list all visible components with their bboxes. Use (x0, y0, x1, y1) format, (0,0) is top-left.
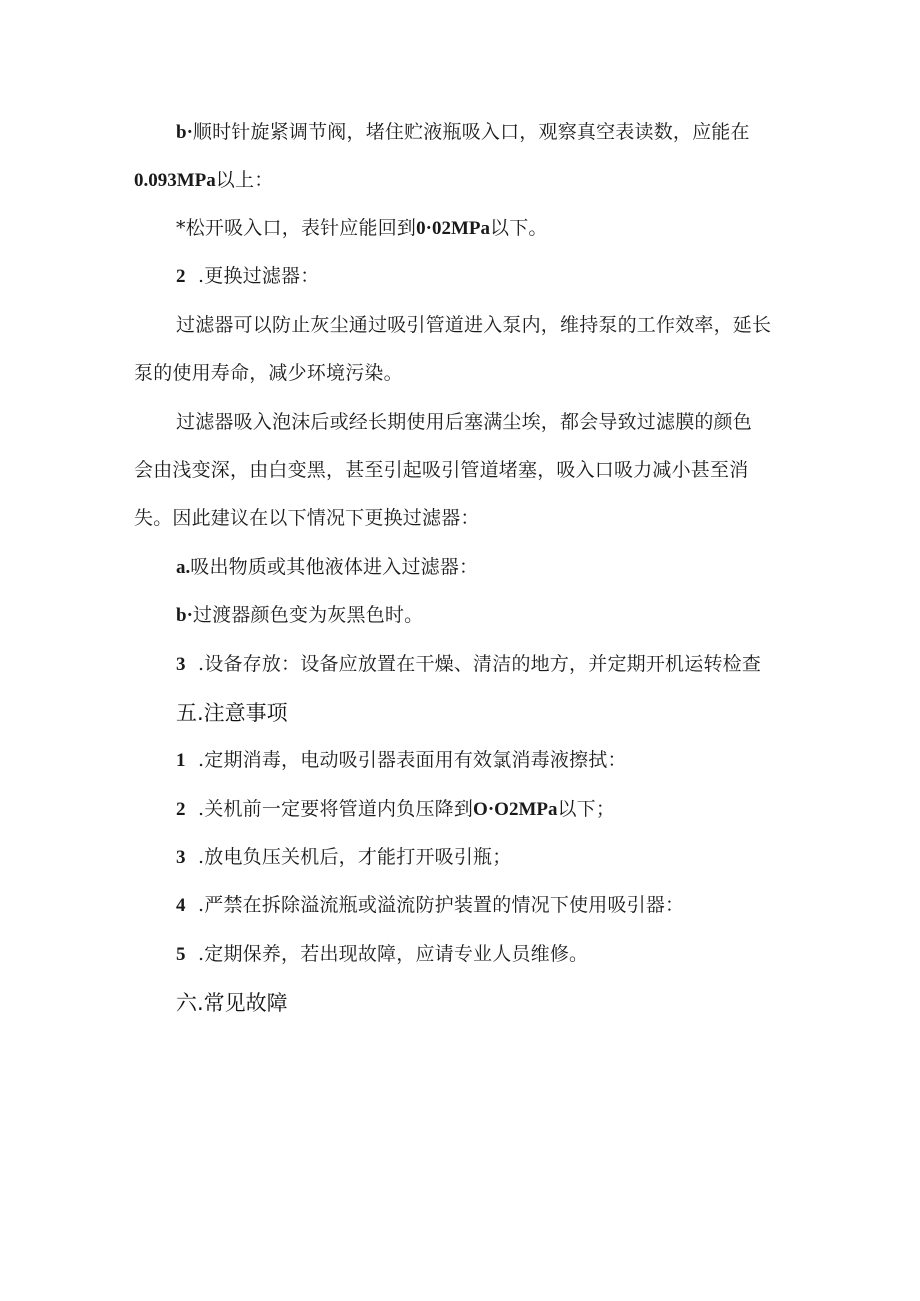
precaution-2-tail: 以下； (557, 798, 616, 820)
item-2-number: 2 (176, 266, 186, 287)
precaution-2-number: 2 (176, 799, 186, 820)
step-b-prefix: b· (176, 122, 193, 143)
precaution-2-value: O·O2MPa (473, 799, 558, 820)
step-c-line (176, 216, 548, 241)
precaution-item (176, 748, 627, 773)
filter-paragraph-2-line1: 过滤器吸入泡沫后或经长期使用后塞满尘埃，都会导致过滤膜的颜色 (176, 411, 753, 433)
item-2-text: .更换过滤器： (198, 265, 320, 287)
filter-condition-a (176, 555, 478, 580)
step-b-tail: 以上： (215, 169, 274, 191)
precaution-2-text: .关机前一定要将管道内负压降到 (198, 798, 474, 820)
precaution-1-number: 1 (176, 750, 186, 771)
precaution-1-text: .定期消毒，电动吸引器表面用有效氯消毒液擦拭： (198, 749, 627, 771)
filter-condition-a-text: 吸出物质或其他液体进入过滤器： (190, 556, 479, 578)
section-6-title: 六.常见故障 (176, 991, 288, 1015)
filter-paragraph-2-line2: 会由浅变深，由白变黑，甚至引起吸引管道堵塞，吸入口吸力减小甚至消 (134, 459, 749, 481)
step-c-prefix: * (176, 217, 186, 239)
step-b-text: 顺时针旋紧调节阀，堵住贮液瓶吸入口，观察真空表读数，应能在 (192, 121, 750, 143)
filter-condition-b (176, 603, 423, 628)
step-c-tail: 以下。 (490, 217, 548, 239)
item-3-text: .设备存放：设备应放置在干燥、清洁的地方，并定期开机运转检查 (198, 653, 762, 675)
precaution-item (176, 845, 511, 870)
item-3-number: 3 (176, 654, 186, 675)
filter-paragraph-2-line3: 失。因此建议在以下情况下更换过滤器： (134, 507, 480, 529)
filter-paragraph-1-line2: 泵的使用寿命，减少环境污染。 (134, 362, 403, 384)
precaution-4-text: .严禁在拆除溢流瓶或溢流防护装置的情况下使用吸引器： (198, 894, 685, 916)
precaution-3-number: 3 (176, 847, 186, 868)
filter-paragraph-1-line1: 过滤器可以防止灰尘通过吸引管道进入泵内，维持泵的工作效率，延长 (176, 314, 772, 336)
filter-condition-b-prefix: b· (176, 605, 193, 626)
precaution-5-number: 5 (176, 944, 186, 965)
item-3-storage (176, 652, 761, 677)
precaution-item (176, 797, 615, 822)
step-c-value: 0·02MPa (416, 218, 490, 239)
item-2-heading (176, 264, 319, 289)
precaution-item (176, 893, 684, 918)
precaution-5-text: .定期保养，若出现故障，应请专业人员维修。 (198, 943, 589, 965)
filter-condition-b-text: 过渡器颜色变为灰黑色时。 (192, 604, 424, 626)
step-b-value: 0.093MPa (134, 170, 216, 191)
filter-condition-a-prefix: a. (176, 557, 191, 578)
precaution-4-number: 4 (176, 895, 186, 916)
step-c-text: 松开吸入口，表针应能回到 (185, 217, 417, 239)
step-b-line2 (134, 168, 273, 193)
precaution-item (176, 942, 588, 967)
section-5-title: 五.注意事项 (176, 701, 288, 725)
precaution-3-text: .放电负压关机后，才能打开吸引瓶； (198, 846, 512, 868)
step-b-line1 (176, 120, 750, 145)
